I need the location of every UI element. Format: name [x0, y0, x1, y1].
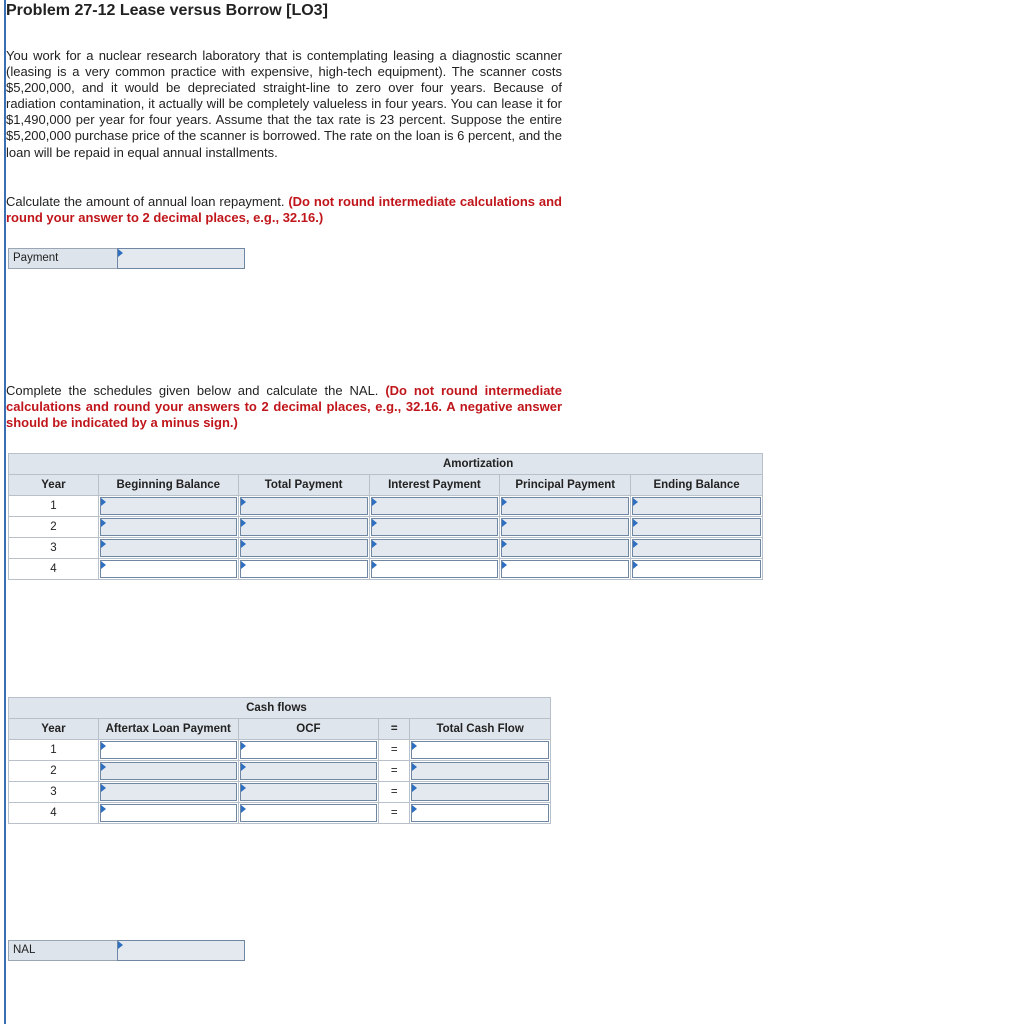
col-equals: = — [379, 719, 410, 740]
ending-balance-input[interactable] — [632, 560, 761, 578]
year-cell: 4 — [9, 559, 99, 580]
col-ocf: OCF — [238, 719, 379, 740]
principal-payment-input[interactable] — [501, 539, 629, 557]
problem-intro: You work for a nuclear research laboratory that is contemplating leasing a diagnostic scanner (leasing is a very common practice with expensive, high-tech equipment). The scanner costs $5,200,000, and it would be depreciated straight-line to zero over four years. Because of radiation contamination, it actually will be completely valueless in four years. You can lease it for $1,490,000 per year for four years. Assume that the tax rate is 23 percent. Suppose the entire $5,200,000 purchase price of the scanner is borrowed. The rate on the loan is 6 percent, and the loan will be repaid in equal annual installments. — [6, 48, 562, 160]
amortization-table — [8, 453, 763, 580]
problem-title: Problem 27-12 Lease versus Borrow [LO3] — [6, 2, 328, 19]
principal-payment-input[interactable] — [501, 560, 629, 578]
payment-input[interactable] — [117, 248, 245, 269]
table-row — [9, 496, 763, 517]
col-aftertax-loan-payment: Aftertax Loan Payment — [98, 719, 238, 740]
total-payment-input[interactable] — [240, 560, 368, 578]
cashflow-table — [8, 697, 551, 824]
aftertax-loan-payment-input[interactable] — [100, 741, 237, 759]
ocf-input[interactable] — [240, 804, 378, 822]
payment-row — [8, 248, 245, 269]
cashflow-group-header: Cash flows — [238, 698, 550, 719]
ending-balance-input[interactable] — [632, 497, 761, 515]
nal-row — [8, 940, 245, 961]
beginning-balance-input[interactable] — [100, 497, 237, 515]
year-cell: 3 — [9, 538, 99, 559]
table-row — [9, 803, 551, 824]
table-row — [9, 559, 763, 580]
equals-sign: = — [379, 803, 410, 824]
nal-label: NAL — [8, 940, 118, 961]
ending-balance-input[interactable] — [632, 539, 761, 557]
interest-payment-input[interactable] — [371, 560, 499, 578]
total-cash-flow-input[interactable] — [411, 762, 549, 780]
payment-label: Payment — [8, 248, 118, 269]
total-cash-flow-input[interactable] — [411, 804, 549, 822]
nal-input[interactable] — [117, 940, 245, 961]
beginning-balance-input[interactable] — [100, 560, 237, 578]
col-principal-payment: Principal Payment — [500, 475, 631, 496]
year-cell: 2 — [9, 517, 99, 538]
total-payment-input[interactable] — [240, 539, 368, 557]
col-ending-balance: Ending Balance — [631, 475, 763, 496]
year-cell: 4 — [9, 803, 99, 824]
aftertax-loan-payment-input[interactable] — [100, 762, 237, 780]
col-total-payment: Total Payment — [238, 475, 369, 496]
aftertax-loan-payment-input[interactable] — [100, 804, 237, 822]
question-loan-repayment — [6, 194, 562, 226]
ocf-input[interactable] — [240, 762, 378, 780]
table-row — [9, 538, 763, 559]
col-year: Year — [9, 719, 99, 740]
equals-sign: = — [379, 782, 410, 803]
total-cash-flow-input[interactable] — [411, 783, 549, 801]
ending-balance-input[interactable] — [632, 518, 761, 536]
col-year: Year — [9, 475, 99, 496]
interest-payment-input[interactable] — [371, 518, 499, 536]
equals-sign: = — [379, 740, 410, 761]
principal-payment-input[interactable] — [501, 497, 629, 515]
question-text: Complete the schedules given below and calculate the NAL. — [6, 383, 386, 398]
aftertax-loan-payment-input[interactable] — [100, 783, 237, 801]
year-cell: 1 — [9, 496, 99, 517]
beginning-balance-input[interactable] — [100, 539, 237, 557]
year-cell: 3 — [9, 782, 99, 803]
table-row — [9, 740, 551, 761]
question-instruction: (Do not round intermediate calculations and round your answers to 2 decimal places, e.g., 32.16. A negative answer should be indicated by a minus sign.) — [6, 383, 562, 431]
question-text: Calculate the amount of annual loan repayment. — [6, 194, 289, 209]
year-cell: 2 — [9, 761, 99, 782]
principal-payment-input[interactable] — [501, 518, 629, 536]
total-payment-input[interactable] — [240, 497, 368, 515]
question-instruction: (Do not round intermediate calculations and round your answer to 2 decimal places, e.g., 32.16.) — [6, 194, 562, 226]
col-interest-payment: Interest Payment — [369, 475, 500, 496]
amortization-group-header: Amortization — [238, 454, 762, 475]
question-schedules — [6, 383, 562, 431]
total-cash-flow-input[interactable] — [411, 741, 549, 759]
equals-sign: = — [379, 761, 410, 782]
interest-payment-input[interactable] — [371, 539, 499, 557]
year-cell: 1 — [9, 740, 99, 761]
table-row — [9, 782, 551, 803]
table-row — [9, 517, 763, 538]
beginning-balance-input[interactable] — [100, 518, 237, 536]
total-payment-input[interactable] — [240, 518, 368, 536]
ocf-input[interactable] — [240, 741, 378, 759]
table-row — [9, 761, 551, 782]
interest-payment-input[interactable] — [371, 497, 499, 515]
col-beginning-balance: Beginning Balance — [98, 475, 238, 496]
ocf-input[interactable] — [240, 783, 378, 801]
col-total-cash-flow: Total Cash Flow — [410, 719, 551, 740]
